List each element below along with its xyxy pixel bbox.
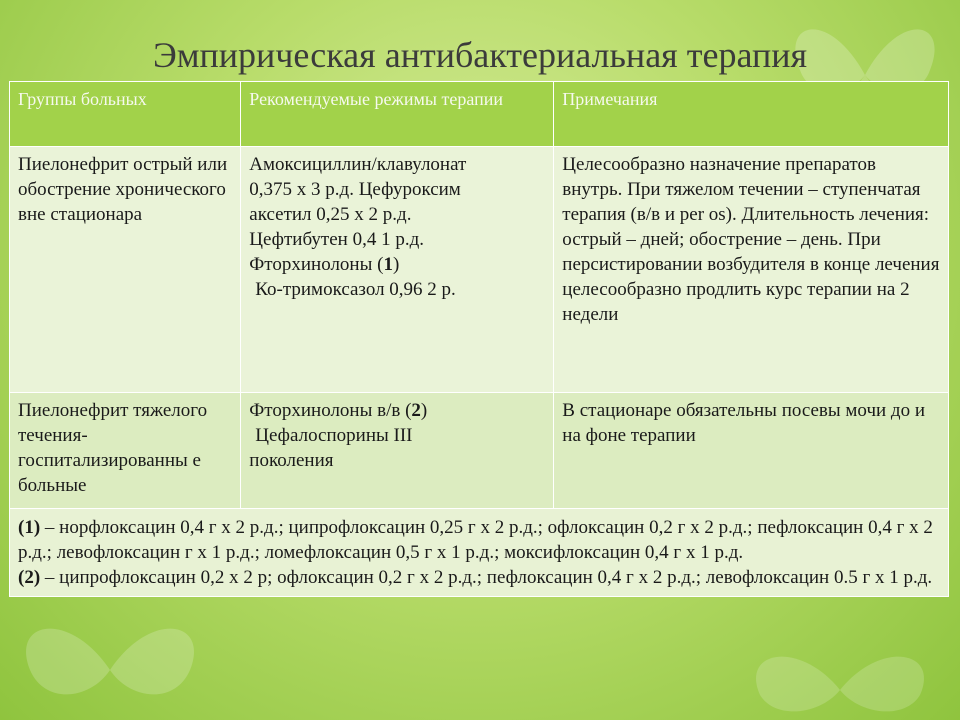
footnote-2 (18, 565, 940, 590)
regimen-line: Цефалоспорины III (255, 425, 413, 446)
cell-notes: В стационаре обязательны посевы мочи до и на фоне терапии (554, 393, 949, 509)
footnote-ref: 1 (383, 254, 393, 275)
regimen-line: поколения (249, 450, 334, 471)
regimen-text: ) (420, 400, 428, 421)
footnote-label: (2) (18, 567, 41, 588)
regimen-line: Амоксициллин/клавулонат (249, 154, 467, 175)
header-cell-groups: Группы больных (10, 82, 241, 147)
footnote-label: (1) (18, 517, 41, 538)
regimen-text: Фторхинолоны в/в ( (249, 400, 412, 421)
footnote-text: – норфлоксацин 0,4 г х 2 р.д.; ципрофлоксацин 0,25 г х 2 р.д.; офлоксацин 0,2 г х 2 р.д.; пефлоксацин 0,4 г х 2 р.д.; левофлоксацин г х 1 р.д.; ломефлоксацин 0,5 г х 1 р.д.; моксифлоксацин 0,4 г х 1 р.д. (18, 517, 933, 563)
cell-regimen (241, 393, 554, 509)
regimen-text: ) (392, 254, 400, 275)
butterfly-decoration-bottom-right (720, 640, 960, 720)
butterfly-decoration-bottom-left (0, 610, 220, 720)
regimen-line: аксетил 0,25 х 2 р.д. (249, 204, 412, 225)
footnotes-cell (10, 509, 949, 597)
regimen-text: Фторхинолоны ( (249, 254, 384, 275)
footnotes-row (10, 509, 949, 597)
footnote-text: – ципрофлоксацин 0,2 х 2 р; офлоксацин 0,2 г х 2 р.д.; пефлоксацин 0,4 г х 2 р.д.; левофлоксацин 0.5 г х 1 р.д. (40, 567, 933, 588)
regimen-line (249, 252, 545, 277)
cell-notes: Целесообразно назначение препаратов внутрь. При тяжелом течении – ступенчатая терапия (в/в и per os). Длительность лечения: острый – дней; обострение – день. При персистировании возбудителя в конце лечения целесообразно продлить курс терапии на 2 недели (554, 147, 949, 393)
page-title: Эмпирическая антибактериальная терапия (152, 35, 808, 75)
regimen-line: 0,375 х 3 р.д. Цефуроксим (249, 179, 461, 200)
cell-group: Пиелонефрит тяжелого течения-госпитализированны е больные (10, 393, 241, 509)
footnote-1 (18, 515, 940, 565)
cell-regimen (241, 147, 554, 393)
table-row (10, 147, 949, 393)
header-cell-regimens: Рекомендуемые режимы терапии (241, 82, 554, 147)
regimen-line: Ко-тримоксазол 0,96 2 р. (255, 279, 456, 300)
regimen-line (249, 398, 545, 423)
header-cell-notes: Примечания (554, 82, 949, 147)
regimen-line: Цефтибутен 0,4 1 р.д. (249, 229, 424, 250)
footnote-ref: 2 (411, 400, 421, 421)
therapy-table (9, 81, 949, 597)
table-row (10, 393, 949, 509)
table-header-row (10, 82, 949, 147)
cell-group: Пиелонефрит острый или обострение хронического вне стационара (10, 147, 241, 393)
